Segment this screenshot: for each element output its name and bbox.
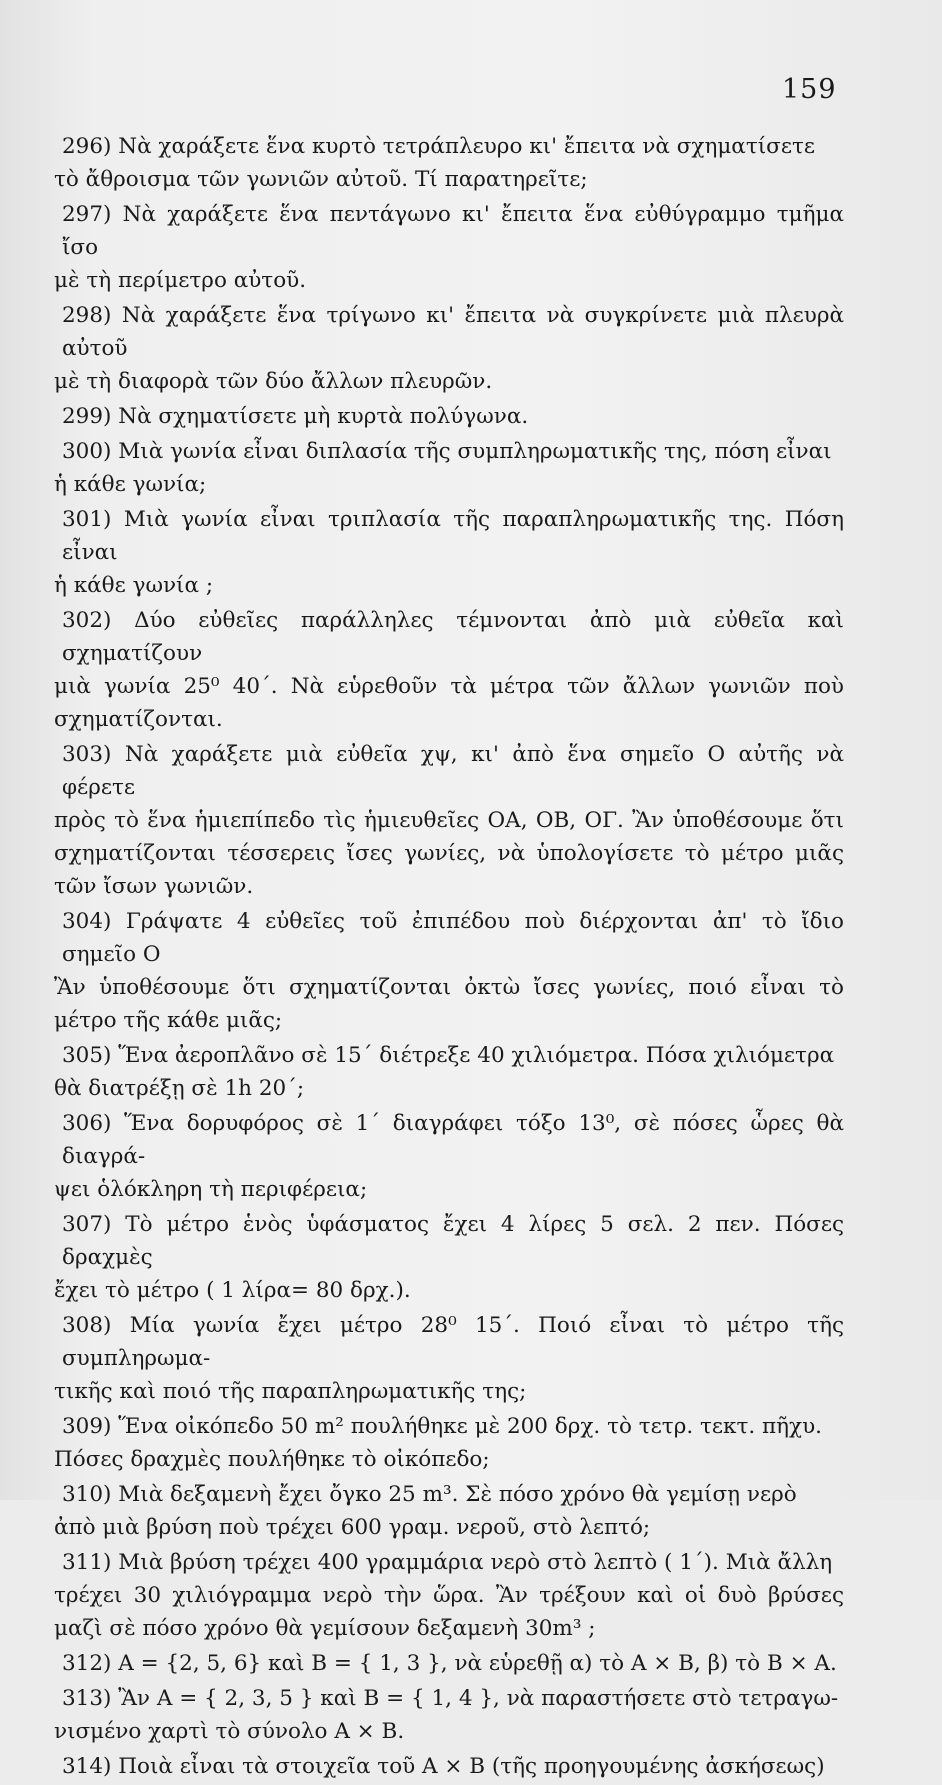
exercise-list [54, 130, 844, 1785]
exercise-first-line: 302) Δύο εὐθεῖες παράλληλες τέμνονται ἀπὸ μιὰ εὐθεῖα καὶ σχηματίζουν [62, 608, 844, 666]
exercise-first-line: 301) Μιὰ γωνία εἶναι τριπλασία τῆς παραπληρωματικῆς της. Πόση εἶναι [62, 507, 844, 565]
exercise-continuation: ἔχει τὸ μέτρο ( 1 λίρα= 80 δρχ.). [54, 1278, 411, 1303]
exercise-continuation: ἀπὸ μιὰ βρύση ποὺ τρέχει 600 γραμ. νεροῦ, στὸ λεπτό; [54, 1515, 651, 1540]
exercise-first-line: 313) Ἂν Α = { 2, 3, 5 } καὶ Β = { 1, 4 }, νὰ παραστήσετε στὸ τετραγω- [62, 1686, 839, 1711]
exercise-item [54, 1410, 844, 1476]
exercise-item [54, 1039, 844, 1105]
exercise-continuation: πρὸς τὸ ἕνα ἡμιεπίπεδο τὶς ἡμιευθεῖες ΟΑ, ΟΒ, ΟΓ. Ἂν ὑποθέσουμε ὅτι σχηματίζονται τέσσερεις ἴσες γωνίες, νὰ ὑπολογίσετε τὸ μέτρο μιᾶς τῶν ἴσων γωνιῶν. [54, 808, 844, 899]
exercise-first-line: 314) Ποιὰ εἶναι τὰ στοιχεῖα τοῦ Α × Β (τῆς προηγουμένης ἀσκήσεως) [62, 1754, 825, 1779]
exercise-first-line: 298) Νὰ χαράξετε ἕνα τρίγωνο κι' ἔπειτα νὰ συγκρίνετε μιὰ πλευρὰ αὐτοῦ [62, 303, 844, 361]
exercise-continuation: ἡ κάθε γωνία; [54, 472, 207, 497]
exercise-continuation: Ἂν ὑποθέσουμε ὅτι σχηματίζονται ὀκτὼ ἴσες γωνίες, ποιό εἶναι τὸ μέτρο τῆς κάθε μιᾶς; [54, 975, 844, 1033]
exercise-item [54, 1208, 844, 1307]
exercise-continuation: τικῆς καὶ ποιό τῆς παραπληρωματικῆς της; [54, 1379, 527, 1404]
exercise-first-line: 305) Ἕνα ἀεροπλᾶνο σὲ 15΄ διέτρεξε 40 χιλιόμετρα. Πόσα χιλιόμετρα [62, 1043, 835, 1068]
exercise-continuation: θὰ διατρέξῃ σὲ 1h 20΄; [54, 1076, 305, 1101]
exercise-first-line: 306) Ἕνα δορυφόρος σὲ 1΄ διαγράφει τόξο 13⁰, σὲ πόσες ὧρες θὰ διαγρά- [62, 1111, 844, 1169]
exercise-continuation: ἡ κάθε γωνία ; [54, 573, 214, 598]
exercise-first-line: 304) Γράψατε 4 εὐθεῖες τοῦ ἐπιπέδου ποὺ διέρχονται ἀπ' τὸ ἴδιο σημεῖο Ο [62, 909, 844, 967]
exercise-first-line: 312) Α = {2, 5, 6} καὶ Β = { 1, 3 }, νὰ εὑρεθῇ α) τὸ Α × Β, β) τὸ Β × Α. [62, 1651, 837, 1676]
exercise-first-line: 310) Μιὰ δεξαμενὴ ἔχει ὄγκο 25 m³. Σὲ πόσο χρόνο θὰ γεμίσῃ νερὸ [62, 1482, 797, 1507]
exercise-item [54, 1309, 844, 1408]
exercise-first-line: 299) Νὰ σχηματίσετε μὴ κυρτὰ πολύγωνα. [62, 404, 529, 429]
exercise-continuation: μιὰ γωνία 25⁰ 40΄. Νὰ εὑρεθοῦν τὰ μέτρα τῶν ἄλλων γωνιῶν ποὺ σχηματίζονται. [54, 674, 844, 732]
exercise-continuation: νισμένο χαρτὶ τὸ σύνολο Α × Β. [54, 1719, 405, 1744]
exercise-continuation: τρέχει 30 χιλιόγραμμα νερὸ τὴν ὥρα. Ἂν τρέξουν καὶ οἱ δυὸ βρύσες μαζὶ σὲ πόσο χρόνο θὰ γεμίσουν δεξαμενὴ 30m³ ; [54, 1583, 844, 1641]
exercise-item [54, 905, 844, 1037]
exercise-first-line: 303) Νὰ χαράξετε μιὰ εὐθεῖα χψ, κι' ἀπὸ ἕνα σημεῖο Ο αὐτῆς νὰ φέρετε [62, 742, 844, 800]
exercise-first-line: 308) Μία γωνία ἔχει μέτρο 28⁰ 15΄. Ποιό εἶναι τὸ μέτρο τῆς συμπληρωμα- [62, 1313, 844, 1371]
exercise-item [54, 1682, 844, 1748]
exercise-item [54, 1647, 844, 1680]
exercise-first-line: 309) Ἕνα οἰκόπεδο 50 m² πουλήθηκε μὲ 200 δρχ. τὸ τετρ. τεκτ. πῆχυ. [62, 1414, 822, 1439]
exercise-item [54, 604, 844, 736]
exercise-item [54, 400, 844, 433]
exercise-first-line: 297) Νὰ χαράξετε ἕνα πεντάγωνο κι' ἔπειτα ἕνα εὐθύγραμμο τμῆμα ἴσο [62, 202, 844, 260]
exercise-continuation: Πόσες δραχμὲς πουλήθηκε τὸ οἰκόπεδο; [54, 1447, 490, 1472]
exercise-item [54, 435, 844, 501]
exercise-first-line: 311) Μιὰ βρύση τρέχει 400 γραμμάρια νερὸ στὸ λεπτὸ ( 1΄). Μιὰ ἄλλη [62, 1550, 833, 1575]
exercise-item [54, 1750, 844, 1783]
exercise-first-line: 307) Τὸ μέτρο ἑνὸς ὑφάσματος ἔχει 4 λίρες 5 σελ. 2 πεν. Πόσες δραχμὲς [62, 1212, 844, 1270]
exercise-first-line: 300) Μιὰ γωνία εἶναι διπλασία τῆς συμπληρωματικῆς της, πόση εἶναι [62, 439, 832, 464]
exercise-item [54, 130, 844, 196]
exercise-first-line: 296) Νὰ χαράξετε ἕνα κυρτὸ τετράπλευρο κι' ἔπειτα νὰ σχηματίσετε [62, 134, 815, 159]
page-number: 159 [782, 74, 837, 105]
exercise-continuation: τὸ ἄθροισμα τῶν γωνιῶν αὐτοῦ. Τί παρατηρεῖτε; [54, 167, 588, 192]
exercise-continuation: μὲ τὴ περίμετρο αὐτοῦ. [54, 268, 307, 293]
exercise-item [54, 503, 844, 602]
exercise-continuation: ψει ὁλόκληρη τὴ περιφέρεια; [54, 1177, 368, 1202]
exercise-item [54, 1546, 844, 1645]
exercise-item [54, 738, 844, 903]
exercise-continuation: μὲ τὴ διαφορὰ τῶν δύο ἄλλων πλευρῶν. [54, 369, 493, 394]
exercise-item [54, 1107, 844, 1206]
exercise-item [54, 198, 844, 297]
exercise-item [54, 1478, 844, 1544]
exercise-item [54, 299, 844, 398]
